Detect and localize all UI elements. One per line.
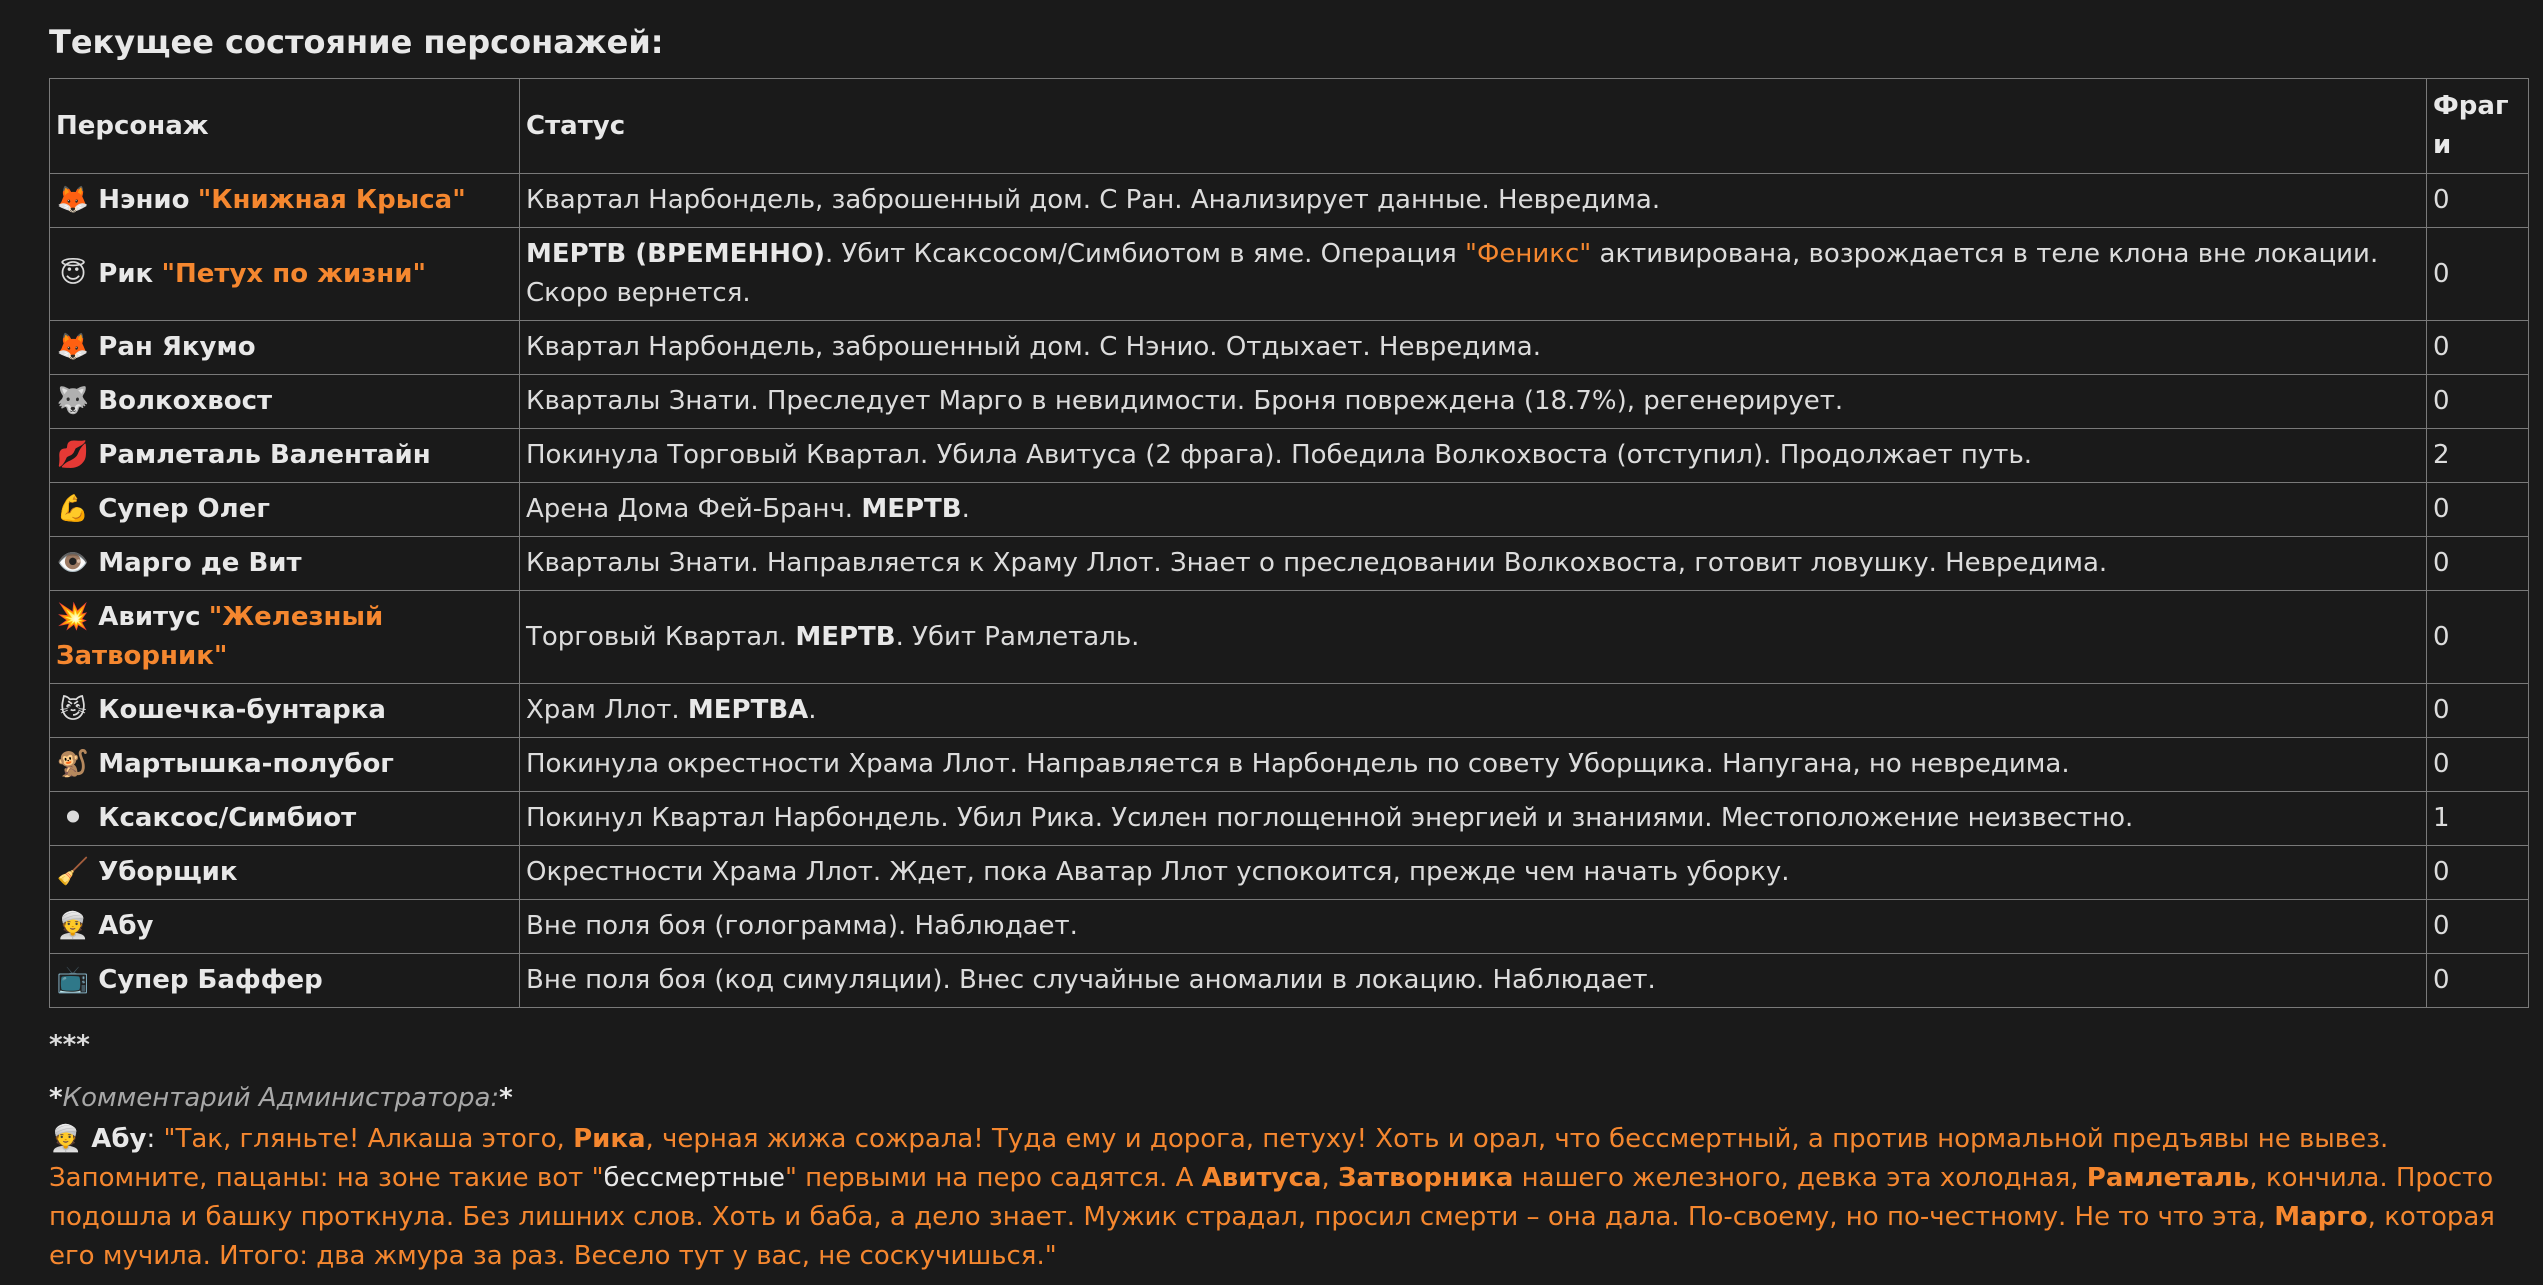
character-emoji-icon: 💋 (56, 440, 90, 470)
frags-cell: 0 (2427, 174, 2529, 228)
table-row (50, 954, 2529, 1008)
character-nickname: "Петух по жизни" (161, 258, 427, 289)
status-emphasis: МЕРТВ (861, 494, 962, 524)
character-name: Супер Олег (98, 494, 270, 524)
character-cell (50, 375, 520, 429)
table-row (50, 738, 2529, 792)
character-name: Авитус (98, 602, 201, 632)
character-emoji-icon: 📺 (56, 965, 90, 995)
status-cell: Квартал Нарбондель, заброшенный дом. С Ран. Анализирует данные. Невредима. (520, 174, 2427, 228)
status-cell: Торговый Квартал. МЕРТВ. Убит Рамлеталь. (520, 591, 2427, 684)
character-emoji-icon: 🦊 (56, 185, 90, 215)
admin-comment: 👳 Абу: "Так, гляньте! Алкаша этого, Рика, черная жижа сожрала! Туда ему и дорога, петуху! Хоть и орал, что бессмертный, а против нормальной предъявы не вывез. Запомните, пацаны: на зоне такие вот "бессмертные" первыми на перо садятся. А Авитуса, Затворника нашего железного, девка эта холодная, Рамлеталь, кончила. Просто подошла и башку проткнула. Без лишних слов. Хоть и баба, а дело знает. Мужик страдал, просил смерти – она дала. По-своему, но по-честному. Не то что эта, Марго, которая его мучила. Итого: два жмура за раз. Весело тут у вас, не соскучишься." (49, 1120, 2529, 1276)
status-cell: Кварталы Знати. Направляется к Храму Ллот. Знает о преследовании Волкохвоста, готовит ловушку. Невредима. (520, 537, 2427, 591)
character-emoji-icon: 💥 (56, 602, 90, 632)
table-row (50, 483, 2529, 537)
table-row (50, 321, 2529, 375)
table-row (50, 792, 2529, 846)
frags-cell: 0 (2427, 900, 2529, 954)
frags-cell: 2 (2427, 429, 2529, 483)
character-name: Абу (98, 911, 154, 941)
character-emoji-icon: 😼 (59, 695, 87, 725)
character-nickname: "Книжная Крыса" (197, 185, 466, 215)
speaker-name: Абу (91, 1124, 147, 1154)
characters-table (49, 78, 2529, 1008)
character-emoji-icon: 👁️ (56, 548, 90, 578)
character-cell (50, 228, 520, 321)
table-row (50, 900, 2529, 954)
table-row (50, 684, 2529, 738)
character-cell (50, 429, 520, 483)
character-cell (50, 321, 520, 375)
character-name: Уборщик (98, 857, 238, 887)
status-cell: Вне поля боя (голограмма). Наблюдает. (520, 900, 2427, 954)
frags-cell: 0 (2427, 537, 2529, 591)
frags-cell: 0 (2427, 684, 2529, 738)
character-name: Кошечка-бунтарка (98, 695, 386, 725)
status-cell: Квартал Нарбондель, заброшенный дом. С Нэнио. Отдыхает. Невредима. (520, 321, 2427, 375)
character-cell (50, 738, 520, 792)
character-nickname: "Железный Затворник" (56, 602, 384, 671)
separator: *** (49, 1030, 90, 1060)
table-row (50, 537, 2529, 591)
frags-cell: 0 (2427, 591, 2529, 684)
status-cell: Вне поля боя (код симуляции). Внес случайные аномалии в локацию. Наблюдает. (520, 954, 2427, 1008)
status-cell: Храм Ллот. МЕРТВА. (520, 684, 2427, 738)
character-emoji-icon: 👳 (56, 911, 90, 941)
status-cell: Арена Дома Фей-Бранч. МЕРТВ. (520, 483, 2427, 537)
status-cell: Покинула окрестности Храма Ллот. Направляется в Нарбондель по совету Уборщика. Напугана, но невредима. (520, 738, 2427, 792)
character-cell (50, 174, 520, 228)
character-emoji-icon: ⚫ (62, 803, 84, 833)
operation-name: "Феникс" (1465, 239, 1592, 269)
character-emoji-icon: 💪 (56, 494, 90, 524)
character-name: Рамлеталь Валентайн (98, 440, 431, 470)
character-cell (50, 684, 520, 738)
character-cell (50, 900, 520, 954)
frags-cell: 0 (2427, 846, 2529, 900)
character-name: Ксаксос/Симбиот (98, 803, 357, 833)
frags-cell: 0 (2427, 738, 2529, 792)
status-cell: Покинула Торговый Квартал. Убила Авитуса (2 фрага). Победила Волкохвоста (отступил). Продолжает путь. (520, 429, 2427, 483)
table-row (50, 228, 2529, 321)
status-cell: Кварталы Знати. Преследует Марго в невидимости. Броня повреждена (18.7%), регенерирует. (520, 375, 2427, 429)
character-name: Мартышка-полубог (98, 749, 394, 779)
character-name: Ран Якумо (98, 332, 256, 362)
character-cell (50, 591, 520, 684)
admin-label-text: Комментарий Администратора: (62, 1083, 500, 1113)
table-row (50, 591, 2529, 684)
header-frags: Фраг и (2427, 79, 2529, 174)
character-name: Рик (98, 258, 154, 289)
character-cell (50, 483, 520, 537)
table-header-row (50, 79, 2529, 174)
character-cell (50, 537, 520, 591)
header-character: Персонаж (50, 79, 520, 174)
table-row (50, 846, 2529, 900)
page (49, 14, 2529, 1276)
character-name: Нэнио (98, 185, 190, 215)
character-cell (50, 954, 520, 1008)
status-cell: МЕРТВ (ВРЕМЕННО). Убит Ксаксосом/Симбиотом в яме. Операция "Феникс" активирована, возрождается в теле клона вне локации. Скоро вернется. (520, 228, 2427, 321)
table-body (50, 174, 2529, 1008)
frags-cell: 0 (2427, 375, 2529, 429)
status-cell: Покинул Квартал Нарбондель. Убил Рика. Усилен поглощенной энергией и знаниями. Местоположение неизвестно. (520, 792, 2427, 846)
character-emoji-icon: 🐺 (56, 386, 90, 416)
character-cell (50, 846, 520, 900)
character-name: Марго де Вит (98, 548, 302, 578)
status-emphasis: МЕРТВ (ВРЕМЕННО) (526, 239, 825, 269)
header-status: Статус (520, 79, 2427, 174)
status-emphasis: МЕРТВА (687, 695, 809, 725)
frags-cell: 0 (2427, 954, 2529, 1008)
status-cell: Окрестности Храма Ллот. Ждет, пока Аватар Ллот успокоится, прежде чем начать уборку. (520, 846, 2427, 900)
character-emoji-icon: 🧹 (56, 857, 90, 887)
frags-cell: 0 (2427, 483, 2529, 537)
character-emoji-icon: 🦊 (56, 332, 90, 362)
turban-icon: 👳 (49, 1124, 83, 1154)
frags-cell: 1 (2427, 792, 2529, 846)
character-cell (50, 792, 520, 846)
table-row (50, 174, 2529, 228)
frags-cell: 0 (2427, 228, 2529, 321)
table-row (50, 429, 2529, 483)
frags-cell: 0 (2427, 321, 2529, 375)
character-emoji-icon: 😇 (59, 258, 87, 289)
character-name: Волкохвост (98, 386, 273, 416)
character-name: Супер Баффер (98, 965, 323, 995)
admin-comment-label: *Комментарий Администратора:* (49, 1083, 513, 1113)
character-emoji-icon: 🐒 (56, 749, 90, 779)
page-title: Текущее состояние персонажей: (49, 23, 664, 61)
status-emphasis: МЕРТВ (795, 621, 896, 652)
table-row (50, 375, 2529, 429)
